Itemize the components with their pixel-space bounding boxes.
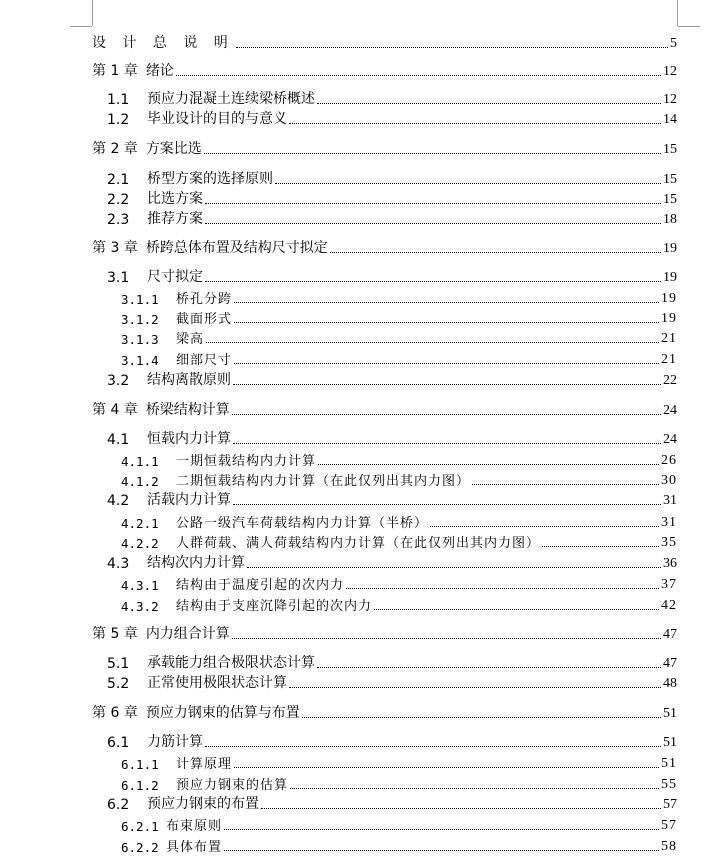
toc-entry-number: 第 6 章 — [92, 705, 138, 721]
dot-leader — [289, 122, 661, 124]
toc-entry[interactable] — [107, 188, 677, 208]
dot-leader — [206, 341, 659, 343]
toc-entry-title: 桥型方案的选择原则 — [147, 171, 273, 187]
toc-entry[interactable] — [92, 60, 677, 80]
toc-entry-title: 正常使用极限状态计算 — [147, 675, 287, 691]
toc-entry-title: 截面形式 — [176, 312, 233, 327]
toc-entry-title: 预应力钢束的估算 — [176, 778, 289, 793]
toc-entry-title: 毕业设计的目的与意义 — [147, 111, 287, 127]
toc-entry-number: 1.2 — [107, 112, 130, 128]
toc-entry-page-number: 30 — [661, 473, 677, 488]
dot-leader — [232, 637, 661, 639]
toc-entry-title: 方案比选 — [145, 141, 202, 157]
toc-entry[interactable] — [107, 731, 677, 751]
toc-entry-page-number: 18 — [663, 212, 677, 227]
dot-leader — [224, 849, 659, 851]
toc-entry-title: 预应力混凝土连续梁桥概述 — [147, 91, 315, 107]
toc-entry-page-number: 26 — [661, 453, 677, 468]
toc-entry-page-number: 31 — [661, 515, 677, 530]
dot-leader — [317, 102, 661, 104]
dot-leader — [205, 745, 661, 747]
toc-entry-number: 2.2 — [107, 192, 130, 208]
toc-entry-title: 尺寸拟定 — [147, 269, 203, 285]
toc-entry[interactable] — [121, 814, 677, 834]
toc-entry[interactable] — [121, 287, 677, 307]
toc-entry[interactable] — [107, 369, 677, 389]
toc-entry-page-number: 21 — [661, 352, 677, 367]
dot-leader — [234, 321, 659, 323]
toc-entry-number: 第 1 章 — [92, 63, 138, 79]
toc-entry[interactable] — [107, 88, 677, 108]
toc-entry-number: 4.3.2 — [121, 599, 159, 614]
toc-entry-page-number: 51 — [661, 756, 677, 771]
toc-entry-number: 4.3.1 — [121, 578, 159, 593]
toc-entry-page-number: 12 — [663, 92, 677, 107]
toc-entry-page-number: 12 — [663, 64, 677, 79]
dot-leader — [224, 828, 659, 830]
toc-entry-title: 桥梁结构计算 — [145, 402, 230, 418]
toc-entry-title: 比选方案 — [147, 191, 203, 207]
toc-entry[interactable] — [92, 399, 677, 419]
toc-entry-number: 6.2.1 — [121, 819, 159, 834]
dot-leader — [233, 383, 661, 385]
dot-leader — [234, 301, 659, 303]
dot-leader — [233, 503, 661, 505]
toc-entry-number: 2.1 — [107, 172, 130, 188]
toc-entry-page-number: 57 — [661, 818, 677, 833]
toc-entry-title: 梁高 — [176, 332, 205, 347]
toc-entry-page-number: 36 — [663, 556, 677, 571]
toc-entry-number: 第 2 章 — [92, 141, 138, 157]
toc-entry-page-number: 5 — [670, 36, 677, 51]
toc-entry-page-number: 19 — [663, 241, 677, 256]
toc-entry-page-number: 51 — [663, 735, 677, 750]
toc-entry[interactable] — [107, 208, 677, 228]
toc-entry[interactable] — [92, 623, 677, 643]
toc-entry-title: 公路一级汽车荷载结构内力计算（半桥） — [176, 516, 429, 531]
toc-entry-page-number: 14 — [663, 112, 677, 127]
toc-entry-page-number: 15 — [663, 192, 677, 207]
toc-entry[interactable] — [107, 428, 677, 448]
dot-leader — [317, 666, 661, 668]
dot-leader — [205, 280, 661, 282]
toc-entry-number: 3.1.4 — [121, 353, 159, 368]
toc-entry[interactable] — [107, 552, 677, 572]
toc-entry-title: 推荐方案 — [147, 211, 203, 227]
toc-entry[interactable] — [107, 266, 677, 286]
toc-entry[interactable] — [121, 594, 677, 614]
toc-entry-page-number: 47 — [663, 627, 677, 642]
toc-entry-title: 设 计 总 说 明 — [92, 35, 234, 51]
toc-entry-number: 第 5 章 — [92, 626, 138, 642]
toc-entry-title: 人群荷载、满人荷载结构内力计算（在此仅列出其内力图） — [176, 536, 541, 551]
toc-entry-page-number: 19 — [661, 311, 677, 326]
toc-entry-title: 布束原则 — [166, 819, 223, 834]
dot-leader — [204, 152, 661, 154]
dot-leader — [542, 545, 659, 547]
toc-entry-page-number: 24 — [663, 432, 677, 447]
toc-entry-page-number: 47 — [663, 656, 677, 671]
toc-entry-title: 活载内力计算 — [147, 492, 231, 508]
dot-leader — [302, 716, 661, 718]
dot-leader — [205, 202, 661, 204]
toc-entry-number: 4.2 — [107, 493, 130, 509]
toc-entry[interactable] — [121, 531, 677, 551]
dot-leader — [205, 222, 661, 224]
toc-entry-title: 承载能力组合极限状态计算 — [147, 655, 315, 671]
dot-leader — [232, 413, 661, 415]
toc-entry[interactable] — [121, 752, 677, 772]
toc-entry-page-number: 58 — [661, 839, 677, 854]
toc-entry-number: 3.2 — [107, 373, 130, 389]
toc-entry-number: 3.1.1 — [121, 292, 159, 307]
toc-entry-page-number: 57 — [663, 797, 677, 812]
toc-entry[interactable] — [107, 672, 677, 692]
dot-leader — [290, 787, 659, 789]
toc-entry-number: 6.1.1 — [121, 757, 159, 772]
toc-entry-page-number: 48 — [663, 676, 677, 691]
toc-entry-number: 第 3 章 — [92, 240, 138, 256]
dot-leader — [236, 46, 668, 48]
toc-entry-page-number: 19 — [661, 291, 677, 306]
toc-entry-title: 一期恒载结构内力计算 — [176, 454, 317, 469]
toc-entry-number: 1.1 — [107, 92, 130, 108]
toc-entry-number: 3.1.3 — [121, 332, 159, 347]
toc-entry[interactable] — [107, 652, 677, 672]
toc-entry[interactable] — [121, 835, 677, 855]
dot-leader — [234, 362, 659, 364]
toc-entry-number: 6.2.2 — [121, 840, 159, 855]
toc-entry[interactable] — [121, 449, 677, 469]
toc-entry[interactable] — [92, 138, 677, 158]
toc-entry-title: 绪论 — [145, 63, 174, 79]
toc-entry-title: 具体布置 — [166, 840, 223, 855]
toc-entry-number: 6.1 — [107, 735, 130, 751]
toc-entry[interactable] — [121, 307, 677, 327]
dot-leader — [374, 608, 659, 610]
toc-entry[interactable] — [107, 793, 677, 813]
toc-entry-page-number: 55 — [661, 777, 677, 792]
toc-entry-number: 2.3 — [107, 212, 130, 228]
toc-entry-page-number: 51 — [663, 706, 677, 721]
toc-entry-page-number: 15 — [663, 142, 677, 157]
toc-entry[interactable] — [107, 489, 677, 509]
toc-entry-page-number: 24 — [663, 403, 677, 418]
toc-entry-number: 5.2 — [107, 676, 130, 692]
toc-entry-number: 3.1 — [107, 270, 130, 286]
toc-entry-page-number: 31 — [663, 493, 677, 508]
dot-leader — [318, 463, 659, 465]
toc-entry-number: 4.2.2 — [121, 536, 159, 551]
dot-leader — [346, 587, 659, 589]
toc-entry[interactable] — [121, 348, 677, 368]
toc-entry-page-number: 22 — [663, 373, 677, 388]
dot-leader — [176, 74, 661, 76]
toc-entry-title: 结构次内力计算 — [147, 555, 245, 571]
dot-leader — [233, 442, 661, 444]
toc-entry-page-number: 42 — [661, 598, 677, 613]
toc-entry-page-number: 19 — [663, 270, 677, 285]
dot-leader — [261, 807, 661, 809]
toc-entry-number: 4.2.1 — [121, 516, 159, 531]
dot-leader — [430, 525, 659, 527]
toc-entry-title: 二期恒载结构内力计算（在此仅列出其内力图） — [176, 474, 471, 489]
toc-entry-number: 4.1.2 — [121, 474, 159, 489]
toc-entry-number: 6.2 — [107, 797, 130, 813]
toc-entry-title: 结构由于支座沉降引起的次内力 — [176, 599, 373, 614]
toc-entry-title: 细部尺寸 — [176, 353, 233, 368]
toc-entry[interactable] — [121, 511, 677, 531]
toc-entry[interactable] — [121, 573, 677, 593]
toc-entry[interactable] — [107, 108, 677, 128]
dot-leader — [234, 766, 659, 768]
toc-entry[interactable] — [92, 702, 677, 722]
toc-entry-number: 6.1.2 — [121, 778, 159, 793]
toc-entry-title: 恒载内力计算 — [147, 431, 231, 447]
toc-entry-page-number: 15 — [663, 172, 677, 187]
toc-entry-page-number: 37 — [661, 577, 677, 592]
toc-entry-title: 力筋计算 — [147, 734, 203, 750]
toc-entry-title: 内力组合计算 — [145, 626, 230, 642]
toc-entry[interactable] — [92, 32, 677, 52]
dot-leader — [247, 566, 661, 568]
toc-entry-title: 桥孔分跨 — [176, 292, 233, 307]
dot-leader — [275, 182, 661, 184]
toc-entry[interactable] — [107, 168, 677, 188]
toc-entry-number: 3.1.2 — [121, 312, 159, 327]
dot-leader — [472, 483, 659, 485]
toc-entry-title: 预应力钢束的估算与布置 — [145, 705, 300, 721]
toc-entry-number: 4.1 — [107, 432, 130, 448]
toc-entry-page-number: 35 — [661, 535, 677, 550]
toc-entry-page-number: 21 — [661, 331, 677, 346]
toc-entry-number: 4.3 — [107, 556, 130, 572]
toc-entry-number: 5.1 — [107, 656, 130, 672]
toc-entry-title: 计算原理 — [176, 757, 233, 772]
toc-entry[interactable] — [92, 237, 677, 257]
toc-entry-title: 预应力钢束的布置 — [147, 796, 259, 812]
toc-entry-number: 4.1.1 — [121, 454, 159, 469]
dot-leader — [330, 251, 661, 253]
toc-entry-number: 第 4 章 — [92, 402, 138, 418]
toc-entry-title: 结构由于温度引起的次内力 — [176, 578, 345, 593]
toc-entry[interactable] — [121, 327, 677, 347]
toc-entry[interactable] — [121, 469, 677, 489]
toc-entry-title: 桥跨总体布置及结构尺寸拟定 — [145, 240, 328, 256]
dot-leader — [289, 686, 661, 688]
toc-entry-title: 结构离散原则 — [147, 372, 231, 388]
toc-entry[interactable] — [121, 773, 677, 793]
